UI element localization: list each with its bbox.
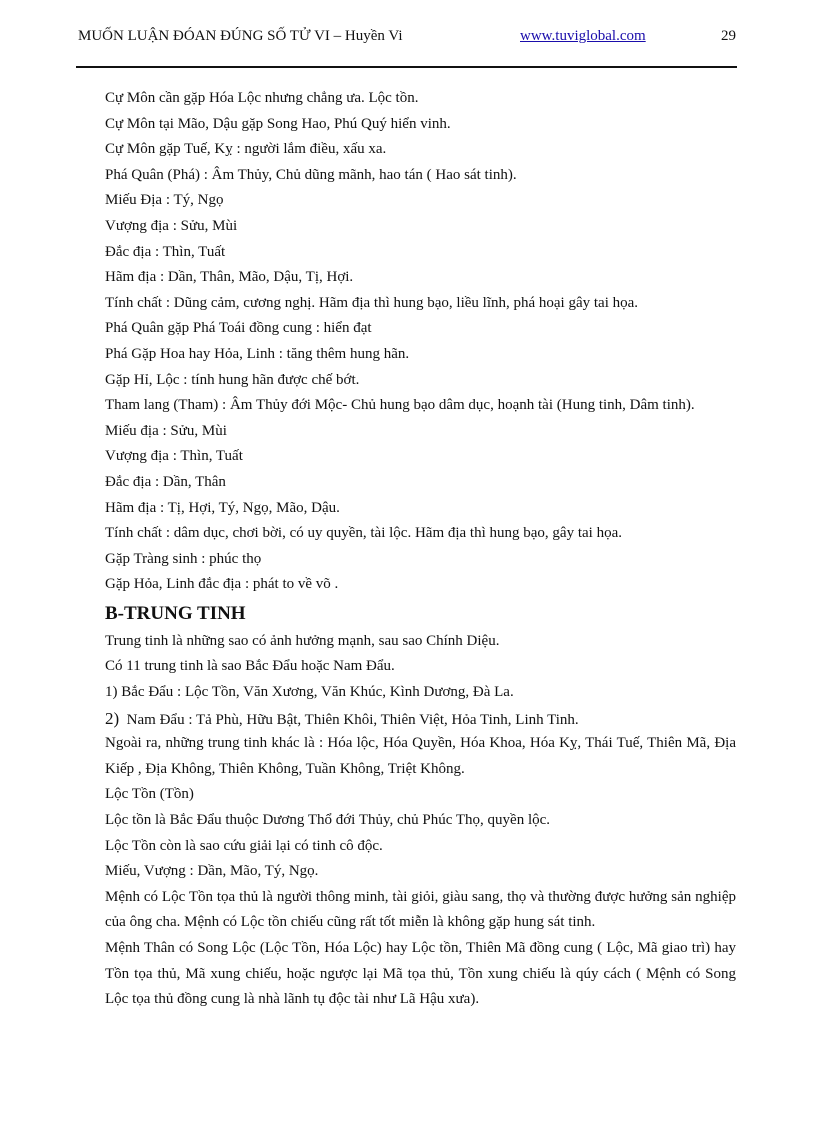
text-line: Cự Môn cần gặp Hóa Lộc nhưng chẳng ưa. Lộc tồn. <box>105 90 419 106</box>
text-line: Gặp Tràng sinh : phúc thọ <box>105 550 262 567</box>
text-line: Miếu Địa : Tý, Ngọ <box>105 192 224 209</box>
text-line: Tính chất : Dũng cảm, cương nghị. Hãm địa thì hung bạo, liều lĩnh, phá hoại gây tai họa. <box>105 294 639 311</box>
text-line: Đắc địa : Dần, Thân <box>105 473 226 490</box>
text-paragraph: Mệnh Thân có Song Lộc (Lộc Tồn, Hóa Lộc) hay Lộc tồn, Thiên Mã đồng cung ( Lộc, Mã giao trì) hay Tồn tọa thủ, Mã xung chiếu, hoặc ngược lại Mã tọa thủ, Tồn xung chiếu là qúy cách ( Mệnh có Song Lộc tọa thủ đồng cung là nhà lãnh tụ độc tài như Lã Hậu xưa). <box>105 940 736 1008</box>
page-header <box>78 28 736 50</box>
text-line: Gặp Hỏa, Linh đắc địa : phát to về võ . <box>105 576 339 593</box>
text-line: Có 11 trung tinh là sao Bắc Đẩu hoặc Nam Đẩu. <box>105 658 395 675</box>
text-paragraph: Ngoài ra, những trung tinh khác là : Hóa lộc, Hóa Quyền, Hóa Khoa, Hóa Kỵ, Thái Tuế, Thiên Mã, Địa Kiếp , Địa Không, Thiên Không, Tuần Không, Triệt Không. <box>105 735 736 777</box>
text-line: Phá Gặp Hoa hay Hỏa, Linh : tăng thêm hung hãn. <box>105 345 410 362</box>
text-line: Vượng địa : Thìn, Tuất <box>105 448 243 465</box>
text-line: Tính chất : dâm dục, chơi bời, có uy quyền, tài lộc. Hãm địa thì hung bạo, gây tai họa. <box>105 525 622 542</box>
document-body <box>105 86 736 1013</box>
list-number: 2) <box>105 708 120 728</box>
text-line: Gặp Hỉ, Lộc : tính hung hãn được chế bớt. <box>105 371 360 388</box>
text-line: Miếu địa : Sửu, Mùi <box>105 422 227 439</box>
text-line: Cự Môn tại Mão, Dậu gặp Song Hao, Phú Quý hiển vinh. <box>105 115 451 132</box>
list-item: 1) Bắc Đẩu : Lộc Tồn, Văn Xương, Văn Khúc, Kình Dương, Đà La. <box>105 684 514 701</box>
text-line: Phá Quân (Phá) : Âm Thủy, Chủ dũng mãnh, hao tán ( Hao sát tinh). <box>105 166 517 183</box>
document-title: MUỐN LUẬN ĐÓAN ĐÚNG SỐ TỬ VI – Huyền Vi <box>78 28 403 44</box>
list-item <box>105 706 736 732</box>
text-paragraph: Tham lang (Tham) : Âm Thủy đới Mộc- Chủ hung bạo dâm dục, hoạnh tài (Hung tinh, Dâm tinh). <box>105 397 695 414</box>
text-line: Miếu, Vượng : Dần, Mão, Tý, Ngọ. <box>105 863 319 880</box>
list-item-text: Nam Đẩu : Tả Phù, Hữu Bật, Thiên Khôi, Thiên Việt, Hỏa Tinh, Linh Tinh. <box>126 711 579 728</box>
text-line: Vượng địa : Sửu, Mùi <box>105 217 238 234</box>
text-line: Đắc địa : Thìn, Tuất <box>105 243 226 260</box>
page-number: 29 <box>721 28 736 44</box>
text-line: Lộc tồn là Bắc Đẩu thuộc Dương Thổ đới Thủy, chủ Phúc Thọ, quyền lộc. <box>105 812 551 829</box>
text-line: Cự Môn gặp Tuế, Kỵ : người lắm điều, xấu xa. <box>105 141 387 158</box>
subheading: Lộc Tồn (Tồn) <box>105 786 194 803</box>
text-line: Trung tinh là những sao có ảnh hưởng mạnh, sau sao Chính Diệu. <box>105 632 500 649</box>
text-paragraph: Mệnh có Lộc Tồn tọa thủ là người thông minh, tài giỏi, giàu sang, thọ và thường được hưởng sản nghiệp của ông cha. Mệnh có Lộc tồn chiếu cũng rất tốt miễn là không gặp hung sát tinh. <box>105 888 736 931</box>
text-line: Phá Quân gặp Phá Toái đồng cung : hiển đạt <box>105 320 372 337</box>
header-divider <box>76 66 737 68</box>
text-line: Hãm địa : Tị, Hợi, Tý, Ngọ, Mão, Dậu. <box>105 499 340 516</box>
website-link[interactable]: www.tuviglobal.com <box>520 28 646 44</box>
section-heading: B-TRUNG TINH <box>105 602 246 624</box>
text-line: Hãm địa : Dần, Thân, Mão, Dậu, Tị, Hợi. <box>105 269 354 286</box>
text-line: Lộc Tồn còn là sao cứu giải lại có tinh cô độc. <box>105 837 383 854</box>
